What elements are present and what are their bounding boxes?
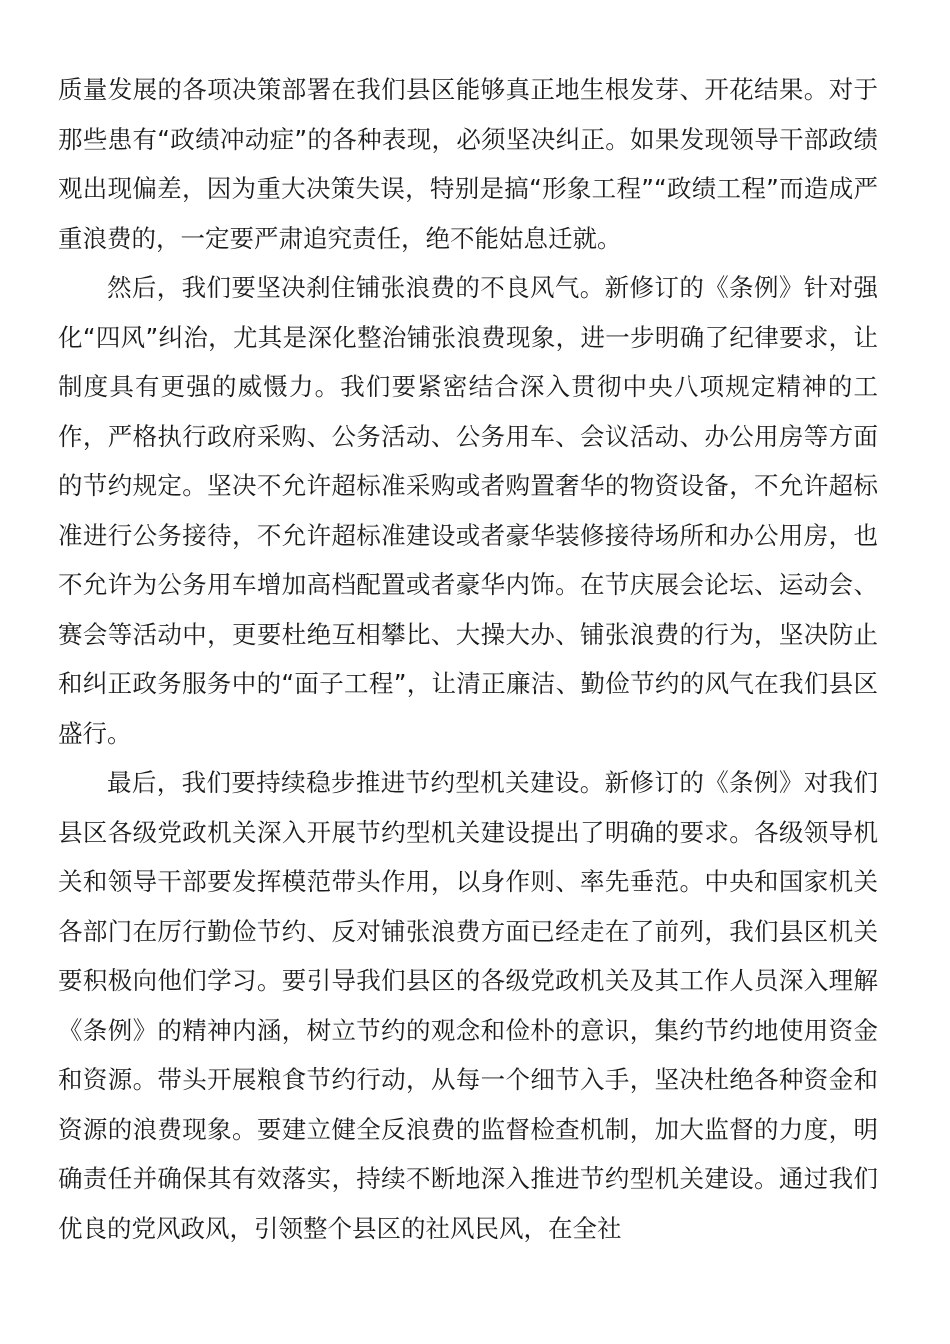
paragraph-continuation: 质量发展的各项决策部署在我们县区能够真正地生根发芽、开花结果。对于那些患有“政绩冲动症”的各种表现，必须坚决纠正。如果发现领导干部政绩观出现偏差，因为重大决策失误，特别是搞“形象工程”“政绩工程”而造成严重浪费的，一定要严肃追究责任，绝不能姑息迁就。 [58,75,878,253]
paragraph-frugal-agencies: 最后，我们要持续稳步推进节约型机关建设。新修订的《条例》对我们县区各级党政机关深入开展节约型机关建设提出了明确的要求。各级领导机关和领导干部要发挥模范带头作用，以身作则、率先垂范。中央和国家机关各部门在厉行勤俭节约、反对铺张浪费方面已经走在了前列，我们县区机关要积极向他们学习。要引导我们县区的各级党政机关及其工作人员深入理解《条例》的精神内涵，树立节约的观念和俭朴的意识，集约节约地使用资金和资源。带头开展粮食节约行动，从每一个细节入手，坚决杜绝各种资金和资源的浪费现象。要建立健全反浪费的监督检查机制，加大监督的力度，明确责任并确保其有效落实，持续不断地深入推进节约型机关建设。通过我们优良的党风政风，引领整个县区的社风民风，在全社 [58,768,878,1243]
paragraph-curb-waste: 然后，我们要坚决刹住铺张浪费的不良风气。新修订的《条例》针对强化“四风”纠治，尤其是深化整治铺张浪费现象，进一步明确了纪律要求，让制度具有更强的威慑力。我们要紧密结合深入贯彻中央八项规定精神的工作，严格执行政府采购、公务活动、公务用车、会议活动、办公用房等方面的节约规定。坚决不允许超标准采购或者购置奢华的物资设备，不允许超标准进行公务接待，不允许超标准建设或者豪华装修接待场所和办公用房，也不允许为公务用车增加高档配置或者豪华内饰。在节庆展会论坛、运动会、赛会等活动中，更要杜绝互相攀比、大操大办、铺张浪费的行为，坚决防止和纠正政务服务中的“面子工程”，让清正廉洁、勤俭节约的风气在我们县区盛行。 [58,273,878,748]
document-page [58,65,878,1253]
